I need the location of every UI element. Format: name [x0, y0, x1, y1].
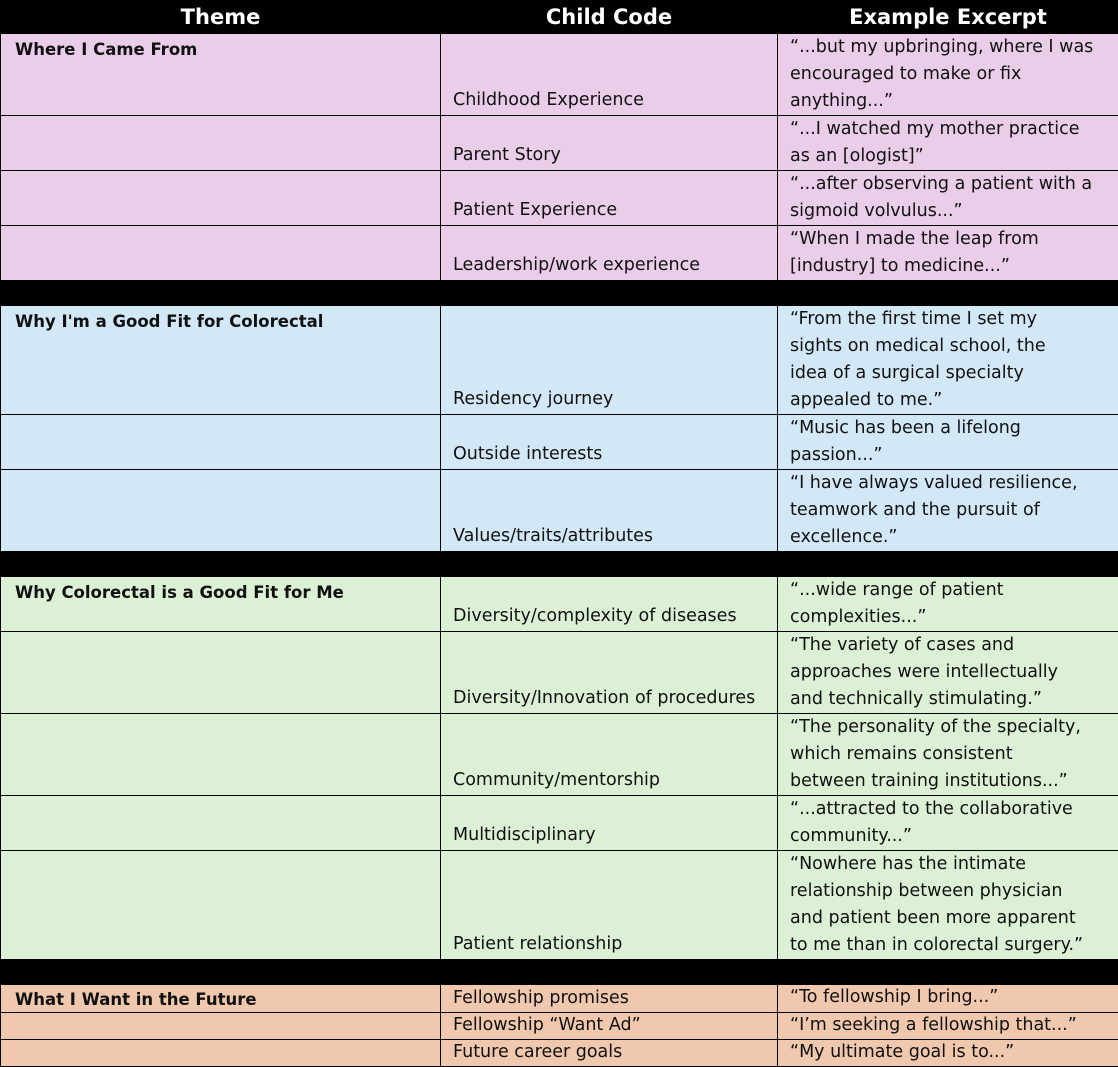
table-row [1, 577, 1118, 632]
excerpt-line: “Music has been a lifelong [790, 415, 1108, 442]
child-code-cell: Values/traits/attributes [441, 470, 778, 552]
excerpt-line: as an [ologist]” [790, 143, 1108, 170]
excerpt-line: sights on medical school, the [790, 333, 1108, 360]
table-row [1, 985, 1118, 1013]
theme-cell [1, 470, 441, 552]
table-row [1, 171, 1118, 226]
excerpt-line: between training institutions...” [790, 768, 1108, 795]
table-row [1, 306, 1118, 415]
child-code-cell: Leadership/work experience [441, 226, 778, 281]
excerpt-line: approaches were intellectually [790, 659, 1108, 686]
excerpt-line: complexities...” [790, 604, 1108, 631]
excerpt-cell [778, 470, 1118, 552]
excerpt-cell [778, 171, 1118, 226]
excerpt-line: and technically stimulating.” [790, 686, 1108, 713]
table-row [1, 632, 1118, 714]
excerpt-line: which remains consistent [790, 741, 1108, 768]
excerpt-line: teamwork and the pursuit of [790, 497, 1108, 524]
excerpt-line: “...attracted to the collaborative [790, 796, 1108, 823]
theme-cell [1, 116, 441, 171]
excerpt-line: “...but my upbringing, where I was [790, 34, 1108, 61]
header-example-excerpt: Example Excerpt [778, 1, 1118, 34]
excerpt-line: “...I watched my mother practice [790, 116, 1108, 143]
excerpt-cell [778, 415, 1118, 470]
table-row [1, 1040, 1118, 1067]
theme-cell [1, 1040, 441, 1067]
child-code-cell: Diversity/complexity of diseases [441, 577, 778, 632]
excerpt-cell [778, 1013, 1118, 1040]
excerpt-line: to me than in colorectal surgery.” [790, 932, 1108, 959]
excerpt-line: “The variety of cases and [790, 632, 1108, 659]
excerpt-cell [778, 985, 1118, 1013]
excerpt-cell [778, 306, 1118, 415]
header-row [1, 1, 1118, 34]
child-code-cell: Parent Story [441, 116, 778, 171]
child-code-cell: Outside interests [441, 415, 778, 470]
header-theme: Theme [1, 1, 441, 34]
theme-cell [1, 632, 441, 714]
child-code-cell: Residency journey [441, 306, 778, 415]
excerpt-cell [778, 632, 1118, 714]
table-body [1, 34, 1118, 1067]
child-code-cell: Childhood Experience [441, 34, 778, 116]
table-row [1, 714, 1118, 796]
excerpt-line: “The personality of the specialty, [790, 714, 1108, 741]
child-code-cell: Patient relationship [441, 851, 778, 960]
excerpt-line: “...after observing a patient with a [790, 171, 1108, 198]
theme-cell: What I Want in the Future [1, 985, 441, 1013]
excerpt-line: “From the first time I set my [790, 306, 1108, 333]
excerpt-cell [778, 714, 1118, 796]
excerpt-cell [778, 577, 1118, 632]
excerpt-line: “Nowhere has the intimate [790, 851, 1108, 878]
table-row [1, 796, 1118, 851]
excerpt-line: “My ultimate goal is to...” [790, 1040, 1108, 1065]
theme-cell: Why I'm a Good Fit for Colorectal [1, 306, 441, 415]
excerpt-line: “To fellowship I bring...” [790, 985, 1108, 1010]
excerpt-cell [778, 34, 1118, 116]
excerpt-cell [778, 226, 1118, 281]
excerpt-line: community...” [790, 823, 1108, 850]
theme-cell [1, 415, 441, 470]
excerpt-cell [778, 796, 1118, 851]
child-code-cell: Fellowship “Want Ad” [441, 1013, 778, 1040]
child-code-cell: Multidisciplinary [441, 796, 778, 851]
child-code-cell: Patient Experience [441, 171, 778, 226]
table-row [1, 851, 1118, 960]
excerpt-line: “I have always valued resilience, [790, 470, 1108, 497]
table-row [1, 34, 1118, 116]
theme-cell [1, 1013, 441, 1040]
table-row [1, 470, 1118, 552]
excerpt-line: encouraged to make or fix [790, 61, 1108, 88]
table-row [1, 1013, 1118, 1040]
theme-cell [1, 226, 441, 281]
header-child-code: Child Code [441, 1, 778, 34]
excerpt-cell [778, 1040, 1118, 1067]
theme-cell [1, 851, 441, 960]
excerpt-line: and patient been more apparent [790, 905, 1108, 932]
excerpt-line: [industry] to medicine...” [790, 253, 1108, 280]
theme-cell [1, 714, 441, 796]
theme-cell [1, 796, 441, 851]
excerpt-line: “When I made the leap from [790, 226, 1108, 253]
section-separator [1, 960, 1118, 985]
excerpt-line: excellence.” [790, 524, 1108, 551]
excerpt-cell [778, 116, 1118, 171]
theme-cell [1, 171, 441, 226]
child-code-cell: Diversity/Innovation of procedures [441, 632, 778, 714]
excerpt-line: anything...” [790, 88, 1108, 115]
section-separator [1, 281, 1118, 306]
theme-cell: Why Colorectal is a Good Fit for Me [1, 577, 441, 632]
excerpt-line: relationship between physician [790, 878, 1108, 905]
excerpt-line: idea of a surgical specialty [790, 360, 1108, 387]
table-row [1, 116, 1118, 171]
excerpt-line: “I’m seeking a fellowship that...” [790, 1013, 1108, 1038]
theme-cell: Where I Came From [1, 34, 441, 116]
child-code-cell: Fellowship promises [441, 985, 778, 1013]
excerpt-line: passion...” [790, 442, 1108, 469]
table-row [1, 226, 1118, 281]
excerpt-cell [778, 851, 1118, 960]
excerpt-line: “...wide range of patient [790, 577, 1108, 604]
section-separator [1, 552, 1118, 577]
child-code-cell: Community/mentorship [441, 714, 778, 796]
excerpt-line: sigmoid volvulus...” [790, 198, 1108, 225]
excerpt-line: appealed to me.” [790, 387, 1108, 414]
child-code-cell: Future career goals [441, 1040, 778, 1067]
table-row [1, 415, 1118, 470]
